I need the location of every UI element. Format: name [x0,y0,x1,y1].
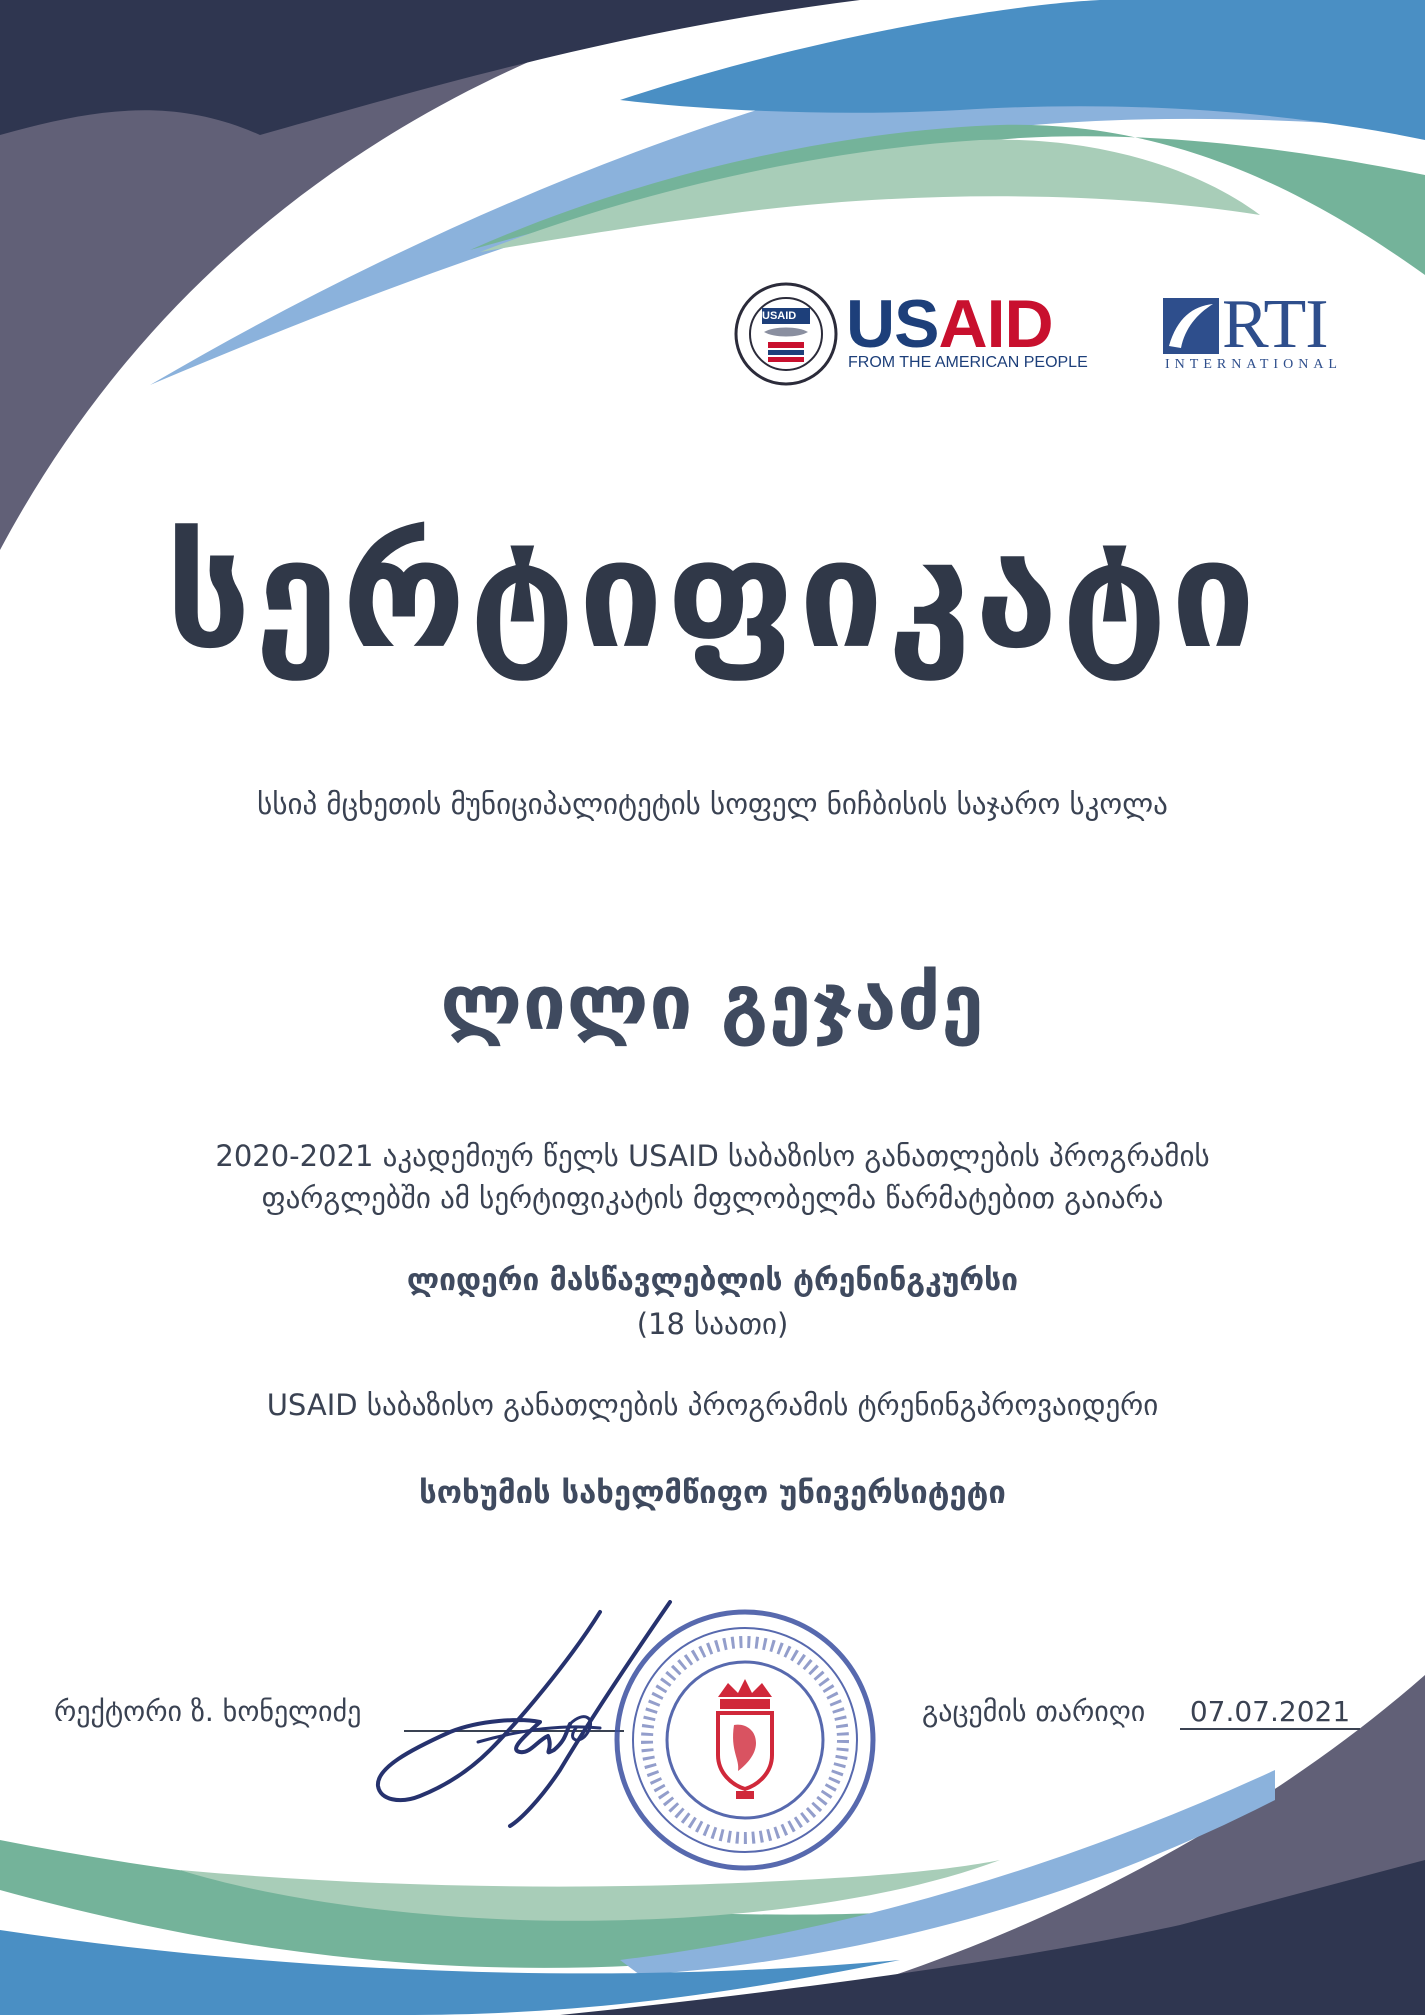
rti-wordmark: RTI [1222,286,1328,363]
usaid-seal-icon [734,282,838,386]
issue-date-label: გაცემის თარიღი [922,1695,1146,1728]
signature-icon [370,1600,720,1830]
course-hours: (18 საათი) [636,1307,789,1341]
usaid-seal-label: USAID [762,310,797,322]
usaid-word-us: US [846,286,939,362]
university-name: სოხუმის სახელმწიფო უნივერსიტეტი [419,1475,1006,1511]
rector-label: რექტორი ზ. ხონელიძე [54,1695,362,1728]
body-line-1: 2020-2021 აკადემიურ წელს USAID საბაზისო განათლების პროგრამის [215,1139,1210,1173]
usaid-tagline: FROM THE AMERICAN PEOPLE [848,354,1088,371]
usaid-wordmark [846,286,1053,362]
certificate-body [0,1135,1425,1219]
course-title: ლიდერი მასწავლებლის ტრენინგკურსი [406,1263,1019,1298]
provider-text: USAID საბაზისო განათლების პროგრამის ტრენინგპროვაიდერი [266,1388,1159,1422]
issue-date-value: 07.07.2021 [1180,1695,1360,1730]
usaid-word-aid: AID [938,286,1053,362]
rti-tagline: INTERNATIONAL [1165,357,1342,372]
recipient-name: ლილი გეჯაძე [440,958,985,1047]
rti-logo-icon [1163,298,1219,354]
school-name: სსიპ მცხეთის მუნიციპალიტეტის სოფელ ნიჩბისის საჯარო სკოლა [257,787,1168,821]
body-line-2: ფარგლებში ამ სერტიფიკატის მფლობელმა წარმატებით გაიარა [261,1181,1164,1215]
certificate-title: სერტიფიკატი [165,508,1260,682]
coat-of-arms-icon [718,1679,772,1799]
